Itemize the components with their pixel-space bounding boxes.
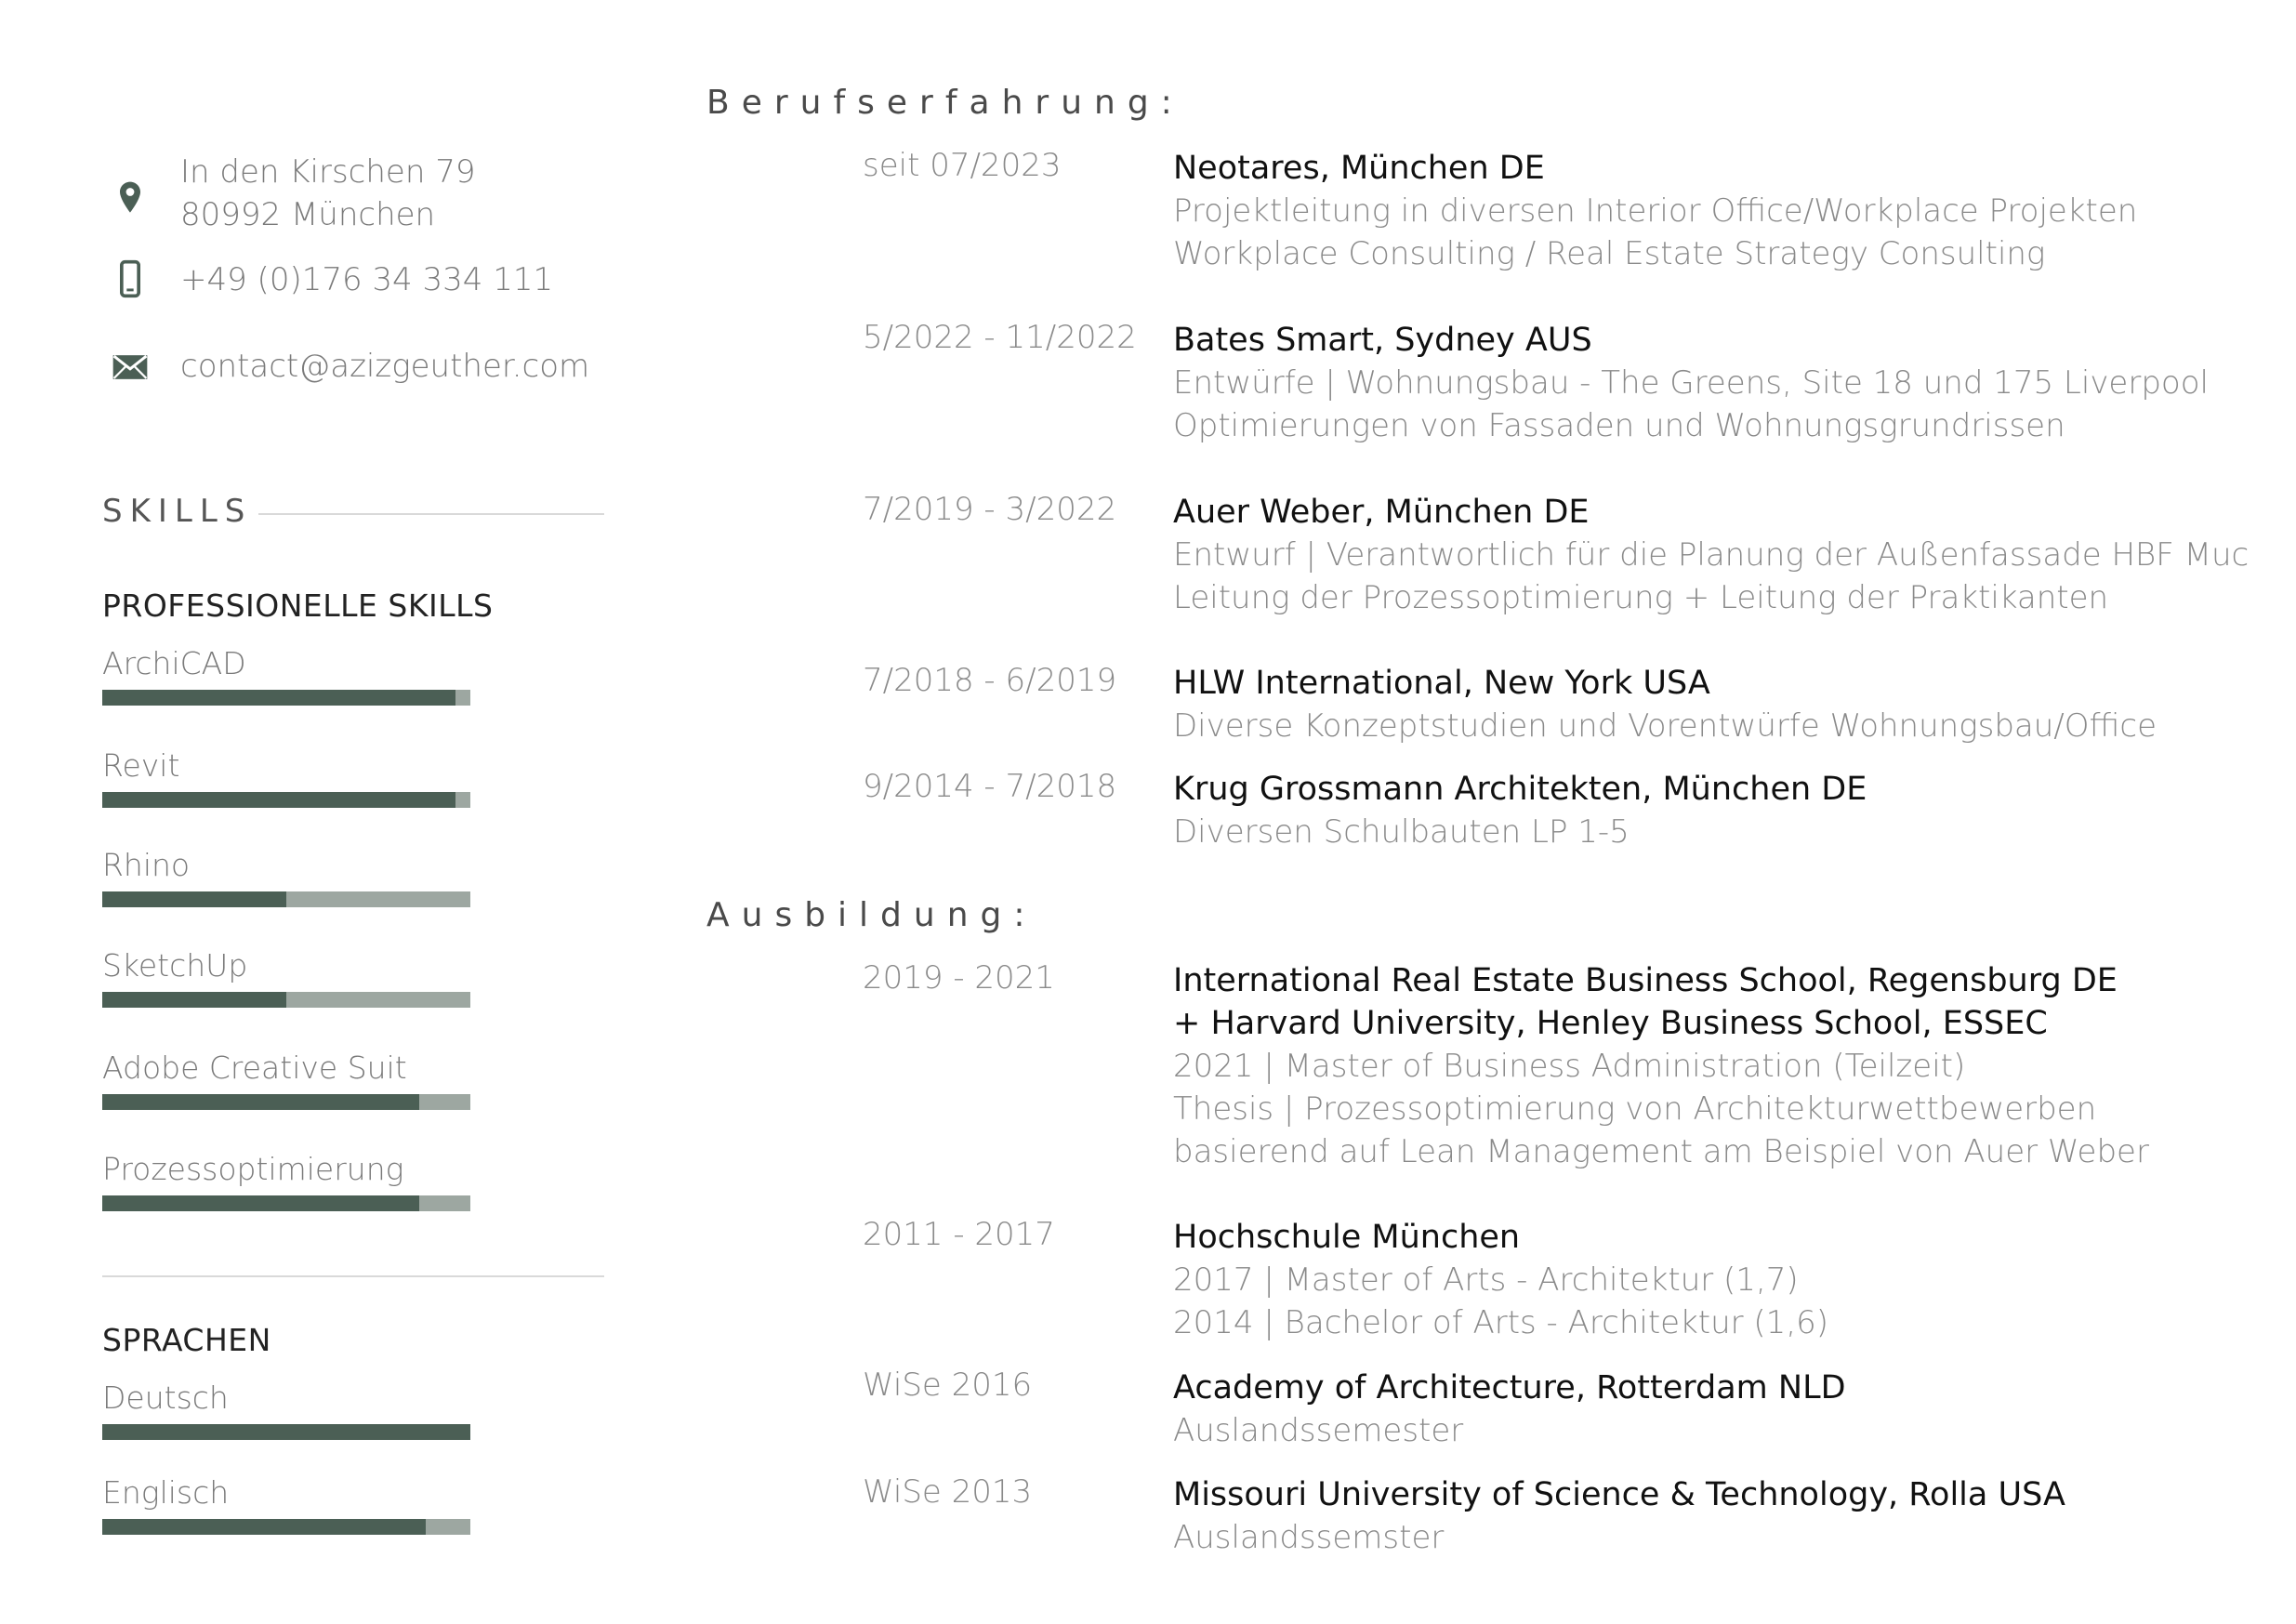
- entry-detail: 2014 | Bachelor of Arts - Architektur (1,6): [1173, 1304, 1829, 1341]
- language-deutsch: [102, 1380, 474, 1440]
- skill-archicad: [102, 645, 474, 706]
- entry-date: 9/2014 - 7/2018: [863, 768, 1117, 805]
- address-line-2: 80992 München: [180, 196, 436, 233]
- skills-heading: SKILLS: [102, 493, 253, 530]
- entry-title-continued: + Harvard University, Henley Business School, ESSEC: [1173, 1005, 2048, 1042]
- entry-title: International Real Estate Business School, Regensburg DE: [1173, 962, 2118, 999]
- entry-body: [1173, 768, 2279, 853]
- entry-date: 7/2019 - 3/2022: [863, 491, 1117, 528]
- entry-title: Krug Grossmann Architekten, München DE: [1173, 771, 1867, 808]
- skill-bar-fill: [102, 1094, 419, 1110]
- contact-email: [102, 345, 604, 391]
- mobile-phone-icon: [110, 258, 151, 299]
- entry-body: [1173, 319, 2279, 447]
- skill-revit: [102, 747, 474, 808]
- skill-bar: [102, 992, 470, 1008]
- skill-bar-fill: [102, 891, 286, 907]
- envelope-icon: [110, 347, 151, 388]
- skills-divider: [258, 513, 604, 515]
- entry-detail: Entwürfe | Wohnungsbau - The Greens, Site 18 und 175 Liverpool: [1173, 364, 2209, 402]
- entry-date: 7/2018 - 6/2019: [863, 662, 1117, 699]
- entry-body: [1173, 147, 2279, 275]
- contact-phone: [102, 258, 604, 305]
- entry-title: Neotares, München DE: [1173, 150, 1545, 187]
- entry-detail: Auslandssemester: [1173, 1412, 1464, 1449]
- skill-adobe-creative-suit: [102, 1050, 474, 1110]
- sidebar: [102, 0, 604, 1624]
- email-address[interactable]: contact@azizgeuther.com: [180, 348, 590, 385]
- skill-name: Adobe Creative Suit: [102, 1050, 407, 1086]
- entry-title: Missouri University of Science & Technology, Rolla USA: [1173, 1476, 2065, 1513]
- language-bar: [102, 1424, 470, 1440]
- entry-detail: Diverse Konzeptstudien und Vorentwürfe Wohnungsbau/Office: [1173, 707, 2157, 745]
- entry-body: [1173, 491, 2279, 619]
- entry-date: seit 07/2023: [863, 147, 1062, 184]
- entry-title: HLW International, New York USA: [1173, 665, 1710, 702]
- language-bar: [102, 1519, 470, 1535]
- entry-detail: Diversen Schulbauten LP 1-5: [1173, 813, 1630, 851]
- skill-prozessoptimierung: [102, 1151, 474, 1211]
- skill-name: ArchiCAD: [102, 645, 246, 681]
- language-name: Englisch: [102, 1474, 230, 1511]
- entry-detail: Thesis | Prozessoptimierung von Architekturwettbewerben: [1173, 1090, 2097, 1128]
- entry-detail: basierend auf Lean Management am Beispiel von Auer Weber: [1173, 1133, 2149, 1170]
- skill-rhino: [102, 847, 474, 907]
- entry-detail: Auslandssemster: [1173, 1519, 1445, 1556]
- entry-detail: Optimierungen von Fassaden und Wohnungsgrundrissen: [1173, 407, 2065, 444]
- skill-name: Prozessoptimierung: [102, 1151, 404, 1187]
- address-line-1: In den Kirschen 79: [180, 153, 476, 191]
- entry-detail: Leitung der Prozessoptimierung + Leitung der Praktikanten: [1173, 579, 2109, 616]
- entry-detail: Entwurf | Verantwortlich für die Planung der Außenfassade HBF Muc: [1173, 536, 2250, 574]
- language-name: Deutsch: [102, 1380, 229, 1416]
- entry-detail: Projektleitung in diversen Interior Office/Workplace Projekten: [1173, 192, 2138, 230]
- language-bar-fill: [102, 1519, 426, 1535]
- entry-date: WiSe 2013: [863, 1473, 1033, 1511]
- skill-bar-fill: [102, 792, 455, 808]
- entry-body: [1173, 959, 2279, 1173]
- phone-number[interactable]: +49 (0)176 34 334 111: [180, 261, 554, 298]
- location-pin-icon: [110, 178, 151, 219]
- entry-date: 2011 - 2017: [863, 1216, 1055, 1253]
- language-englisch: [102, 1474, 474, 1535]
- entry-detail: Workplace Consulting / Real Estate Strategy Consulting: [1173, 235, 2046, 272]
- entry-body: [1173, 1216, 2279, 1344]
- skill-bar-fill: [102, 1195, 419, 1211]
- skill-bar: [102, 1195, 470, 1211]
- skill-bar: [102, 1094, 470, 1110]
- entry-body: [1173, 662, 2279, 747]
- entry-date: WiSe 2016: [863, 1367, 1033, 1404]
- entry-title: Auer Weber, München DE: [1173, 494, 1590, 531]
- language-bar-fill: [102, 1424, 470, 1440]
- skill-bar-fill: [102, 690, 455, 706]
- skill-bar: [102, 891, 470, 907]
- education-heading: Ausbildung:: [706, 896, 1037, 934]
- entry-body: [1173, 1367, 2279, 1452]
- skill-name: Rhino: [102, 847, 191, 883]
- entry-title: Bates Smart, Sydney AUS: [1173, 322, 1592, 359]
- entry-date: 2019 - 2021: [863, 959, 1055, 997]
- experience-heading: Berufserfahrung:: [706, 84, 1184, 122]
- skill-name: SketchUp: [102, 947, 248, 984]
- skill-sketchup: [102, 947, 474, 1008]
- entry-detail: 2017 | Master of Arts - Architektur (1,7): [1173, 1261, 1799, 1299]
- skill-bar-fill: [102, 992, 286, 1008]
- skill-bar: [102, 690, 470, 706]
- entry-body: [1173, 1473, 2279, 1559]
- entry-title: Hochschule München: [1173, 1219, 1521, 1256]
- skill-name: Revit: [102, 747, 180, 784]
- languages-heading: SPRACHEN: [102, 1322, 271, 1358]
- languages-divider: [102, 1275, 604, 1277]
- main-content: [706, 0, 2287, 1624]
- skill-bar: [102, 792, 470, 808]
- entry-title: Academy of Architecture, Rotterdam NLD: [1173, 1369, 1846, 1406]
- entry-date: 5/2022 - 11/2022: [863, 319, 1137, 356]
- professional-skills-heading: PROFESSIONELLE SKILLS: [102, 588, 494, 624]
- contact-address: [102, 151, 604, 244]
- entry-detail: 2021 | Master of Business Administration (Teilzeit): [1173, 1048, 1966, 1085]
